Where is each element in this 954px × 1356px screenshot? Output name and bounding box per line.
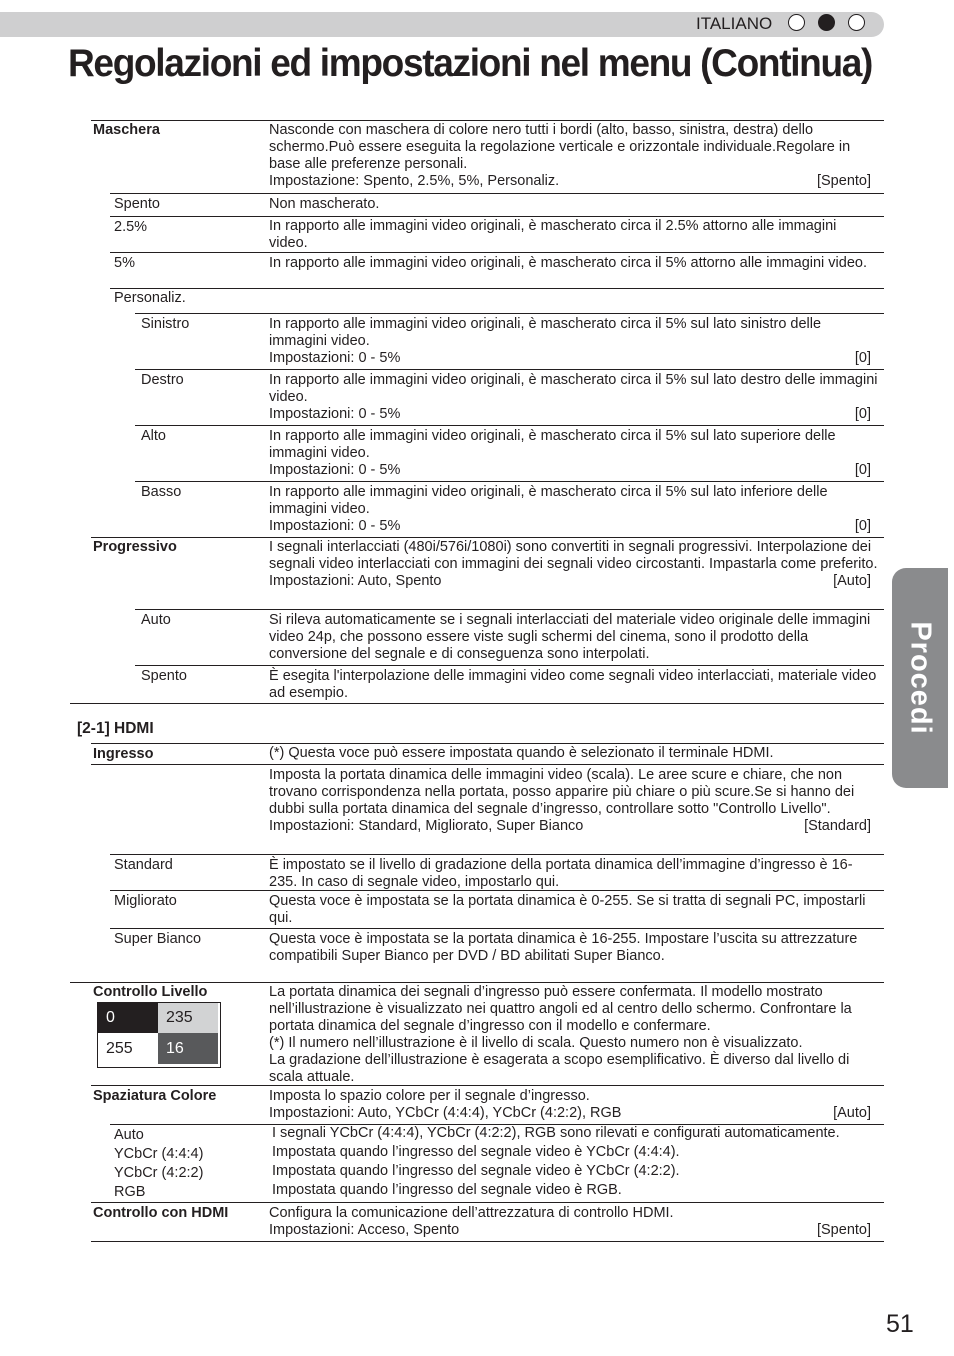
controllo-hdmi-desc-text: Configura la comunicazione dell’attrezzatura di controllo HDMI. [269,1205,674,1221]
alto-desc-text: In rapporto alle immagini video originali, è mascherato circa il 5% sul lato superiore delle immagini video. [269,428,836,461]
progressivo-desc [269,539,879,590]
destro-desc-text: In rapporto alle immagini video originali, è mascherato circa il 5% sul lato destro delle immagini video. [269,372,878,405]
level-cell-16: 16 [158,1033,218,1064]
destro-label: Destro [141,372,184,388]
spaziatura-option-label: Auto [114,1127,144,1143]
spaziatura-option-descs [272,1124,882,1200]
hdmi-section-title: [2-1] HDMI [77,720,154,737]
progressivo-default: [Auto] [833,573,871,589]
controllo-hdmi-label: Controllo con HDMI [93,1205,229,1221]
level-pattern-border [97,1002,221,1068]
basso-desc-text: In rapporto alle immagini video originali, è mascherato circa il 5% sul lato inferiore delle immagini video. [269,484,828,517]
controllo-hdmi-default: [Spento] [816,1222,871,1238]
divider [91,743,884,744]
progressivo-spento-desc: È esegita l'interpolazione delle immagini video come segnali video interlacciati, materiale video ad esempio. [269,668,877,701]
maschera-label: Maschera [93,122,160,138]
side-tab [892,568,948,788]
spaziatura-setting: Impostazioni: Auto, YCbCr (4:4:4), YCbCr (4:2:2), RGB [269,1105,622,1121]
progressivo-spento-label: Spento [141,668,187,684]
maschera-5-label: 5% [114,255,135,271]
divider [91,537,884,538]
standard-label: Standard [114,857,173,873]
sinistro-label: Sinistro [141,316,190,332]
destro-setting: Impostazioni: 0 - 5% [269,406,401,422]
maschera-25-label: 2.5% [114,219,148,235]
destro-desc [269,372,879,423]
divider [110,928,884,929]
basso-desc [269,484,879,535]
ingresso-default: [Standard] [804,818,871,834]
migliorato-label: Migliorato [114,893,177,909]
super-bianco-desc: Questa voce è impostata se la portata dinamica è 16-255. Impostare l’uscita su attrezzature compatibili Super Bianco per DVD / BD abilitati Super Bianco. [269,931,858,964]
divider [91,1202,884,1203]
level-cell-235: 235 [158,1002,218,1033]
sinistro-desc [269,316,879,367]
ingresso-setting: Impostazioni: Standard, Migliorato, Super Bianco [269,818,584,834]
divider [135,369,884,370]
divider [135,609,884,610]
divider [135,313,884,314]
ingresso-note: (*) Questa voce può essere impostata quando è selezionato il terminale HDMI. [269,745,774,761]
controllo-livello-note1: (*) Il numero nell’illustrazione è il livello di scala. Questo numero non è visualizzato. [269,1035,803,1051]
spaziatura-option-label: YCbCr (4:4:4) [114,1146,204,1162]
divider [110,854,884,855]
ingresso-label: Ingresso [93,746,154,762]
divider [110,890,884,891]
page-number: 51 [886,1310,914,1338]
alto-setting: Impostazioni: 0 - 5% [269,462,401,478]
divider [91,764,884,765]
sinistro-default: [0] [854,350,871,366]
basso-label: Basso [141,484,182,500]
spaziatura-option-desc: Impostata quando l’ingresso del segnale video è YCbCr (4:4:4). [272,1144,680,1160]
alto-desc [269,428,879,479]
controllo-livello-label: Controllo Livello [93,984,208,1000]
spaziatura-option-desc: Impostata quando l’ingresso del segnale video è YCbCr (4:2:2). [272,1163,680,1179]
divider [110,252,884,253]
page-dot-icon [848,14,865,31]
spaziatura-desc-text: Imposta lo spazio colore per il segnale d’ingresso. [269,1088,590,1104]
progressivo-auto-label: Auto [141,612,171,628]
divider [70,982,884,983]
maschera-setting: Impostazione: Spento, 2.5%, 5%, Personaliz. [269,173,560,189]
spaziatura-option-label: YCbCr (4:2:2) [114,1165,204,1181]
super-bianco-label: Super Bianco [114,931,202,947]
standard-desc: È impostato se il livello di gradazione della portata dinamica dell’immagine d’ingresso è 16-235. In caso di segnale video, impostarlo qui. [269,857,853,890]
destro-default: [0] [854,406,871,422]
maschera-default: [Spento] [816,173,871,189]
maschera-desc [269,122,879,190]
page-title: Regolazioni ed impostazioni nel menu (Continua) [68,42,873,85]
spaziatura-desc [269,1088,879,1122]
divider [91,1085,884,1086]
side-tab-label: Procedi [904,621,937,735]
sinistro-setting: Impostazioni: 0 - 5% [269,350,401,366]
divider [135,481,884,482]
alto-label: Alto [141,428,166,444]
divider [91,1241,884,1242]
level-cell-255: 255 [98,1033,158,1064]
basso-setting: Impostazioni: 0 - 5% [269,518,401,534]
alto-default: [0] [854,462,871,478]
controllo-livello-desc [269,984,879,1086]
spaziatura-option-label: RGB [114,1184,146,1200]
progressivo-desc-text: I segnali interlacciati (480i/576i/1080i) sono convertiti in segnali progressivi. Interpolazione dei segnali video interlacciati con immagini dei segnali video circostanti. Impastarla come preferito. [269,539,878,572]
progressivo-auto-desc: Si rileva automaticamente se i segnali interlacciati del materiale video originale delle immagini video 24p, che possono essere viste sugli schermi del cinema, sono il prodotto della conversione del segnale e di conseguenza sono interpolati. [269,612,871,662]
divider [135,425,884,426]
divider [70,703,884,704]
maschera-spento-label: Spento [114,196,160,212]
controllo-livello-desc-text: La portata dinamica dei segnali d’ingresso può essere confermata. Il modello mostrato nell’illustrazione è visualizzato nei quattro angoli ed al centro dello schermo. Confrontare la portata dinamica del segnale d’ingresso con il modello e confermare. [269,984,852,1034]
spaziatura-option-desc: I segnali YCbCr (4:4:4), YCbCr (4:2:2), RGB sono rilevati e configurati automaticamente. [272,1125,840,1141]
controllo-livello-note2: La gradazione dell’illustrazione è esagerata a scopo esemplificativo. È diverso dal livello di scala attuale. [269,1052,850,1085]
maschera-spento-desc: Non mascherato. [269,196,380,212]
controllo-hdmi-desc [269,1205,879,1239]
divider [135,665,884,666]
progressivo-label: Progressivo [93,539,177,555]
language-label: ITALIANO [696,14,773,33]
divider [110,193,884,194]
maschera-personaliz-label: Personaliz. [114,290,186,306]
spaziatura-label: Spaziatura Colore [93,1088,217,1104]
spaziatura-option-desc: Impostata quando l’ingresso del segnale video è RGB. [272,1182,622,1198]
basso-default: [0] [854,518,871,534]
page-dot-active-icon [818,14,835,31]
spaziatura-default: [Auto] [833,1105,871,1121]
maschera-25-desc: In rapporto alle immagini video originali, è mascherato circa il 2.5% attorno alle immagini video. [269,218,837,251]
divider [110,216,884,217]
spaziatura-option-labels [114,1126,203,1202]
level-cell-0: 0 [98,1002,158,1033]
migliorato-desc: Questa voce è impostata se la portata dinamica è 0-255. Se si tratta di segnali PC, impostarli qui. [269,893,866,926]
sinistro-desc-text: In rapporto alle immagini video originali, è mascherato circa il 5% sul lato sinistro delle immagini video. [269,316,822,349]
progressivo-setting: Impostazioni: Auto, Spento [269,573,442,589]
ingresso-desc [269,767,879,835]
maschera-desc-text: Nasconde con maschera di colore nero tutti i bordi (alto, basso, sinistra, destra) dello schermo.Può essere eseguita la regolazione verticale e orizzontale individuale.Regolare in base alle preferenze personali. [269,122,851,172]
divider [91,120,884,121]
maschera-5-desc: In rapporto alle immagini video originali, è mascherato circa il 5% attorno alle immagini video. [269,255,868,271]
divider [110,288,884,289]
ingresso-desc-text: Imposta la portata dinamica delle immagini video (scala). Le aree scure e chiare, che non trovano corrispondenza nella portata, posso apparire più chiare o più scure.Se si hanno dei dubbi sulla portata dinamica del segnale d’ingresso, controllare sotto "Controllo Livello". [269,767,855,817]
page-dot-icon [788,14,805,31]
controllo-hdmi-setting: Impostazioni: Acceso, Spento [269,1222,460,1238]
